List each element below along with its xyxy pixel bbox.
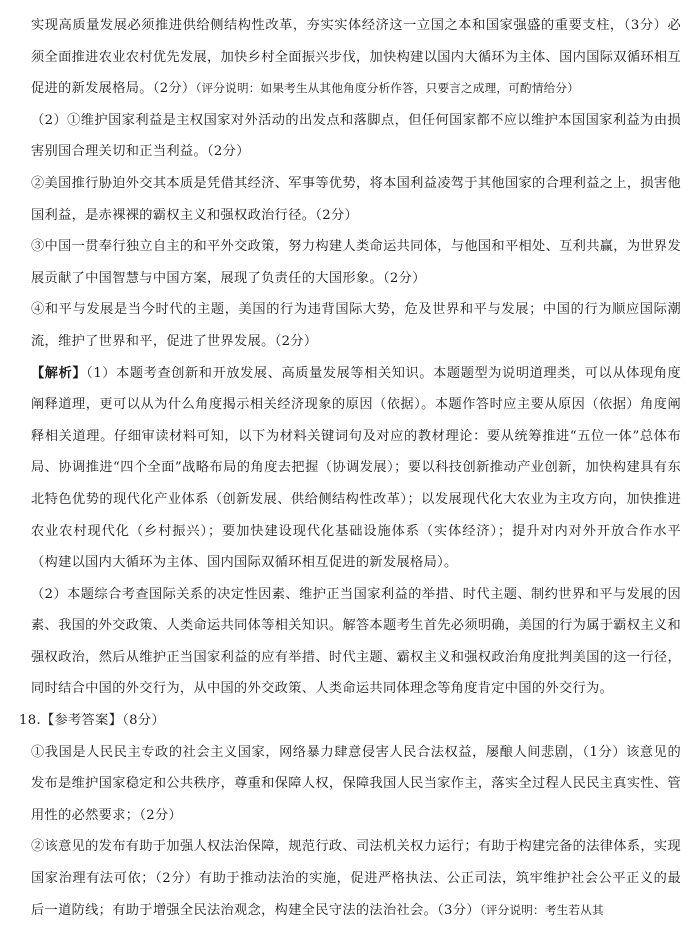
answer-paragraph-1 xyxy=(31,10,681,105)
paragraph-text: （2）①维护国家利益是主权国家对外活动的出发点和落脚点，但任何国家都不应以维护本国国家利益为由损害别国合理关切和正当利益。（2分） xyxy=(31,112,681,160)
paragraph-text: 实现高质量发展必须推进供给侧结构性改革，夯实实体经济这一立国之本和国家强盛的重要支柱，（3分）必须全面推进农业农村优先发展，加快乡村全面振兴步伐，加快构建以国内大循环为主体、国内国际双循环相互促进的新发展格局。（2分） xyxy=(31,18,681,97)
paragraph-text: ④和平与发展是当今时代的主题，美国的行为违背国际大势，危及世界和平与发展；中国的行为顺应国际潮流，维护了世界和平，促进了世界发展。（2分） xyxy=(31,302,681,349)
analysis-paragraph-2 xyxy=(31,579,681,705)
paragraph-text: ①我国是人民民主专政的社会主义国家，网络暴力肆意侵害人民合法权益，屡酿人间悲剧，（1分）该意见的发布是维护国家稳定和公共秩序，尊重和保障人权，保障我国人民当家作主，落实全过程人民民主真实性、管用性的必然要求；（2分） xyxy=(31,744,681,823)
question-label: 18.【参考答案】 xyxy=(19,713,123,729)
answer-paragraph-3 xyxy=(31,168,681,231)
paragraph-text: （2）本题综合考查国际关系的决定性因素、维护正当国家利益的举措、时代主题、制约世界和平与发展的因素、我国的外交政策、人类命运共同体等相关知识。解答本题考生首先必须明确，美国的行为属于霸权主义和强权政治，然后从维护正当国家利益的应有举措、时代主题、霸权主义和强权政治角度批判美国的这一行径，同时结合中国的外交行为，从中国的外交政策、人类命运共同体理念等角度肯定中国的外交行为。 xyxy=(31,586,681,697)
answer-paragraph-4 xyxy=(31,231,681,294)
paragraph-text: ③中国一贯奉行独立自主的和平外交政策，努力构建人类命运共同体，与他国和平相处、互利共赢，为世界发展贡献了中国智慧与中国方案，展现了负责任的大国形象。（2分） xyxy=(31,239,681,286)
score-total: （8分） xyxy=(122,713,166,729)
paragraph-text: ②该意见的发布有助于加强人权法治保障，规范行政、司法机关权力运行；有助于构建完备的法律体系，实现国家治理有法可依；（2分）有助于推动法治的实施，促进严格执法、公正司法，筑牢维护社会公平正义的最后一道防线；有助于增强全民法治观念，构建全民守法的法治社会。（3分） xyxy=(31,839,681,918)
paragraph-text: ②美国推行胁迫外交其本质是凭借其经济、军事等优势，将本国利益凌驾于其他国家的合理利益之上，损害他国利益，是赤裸裸的霸权主义和强权政治行径。（2分） xyxy=(31,175,681,223)
question-18-heading xyxy=(19,705,681,737)
answer-paragraph-5 xyxy=(31,294,681,357)
paragraph-text: （1）本题考查创新和开放发展、高质量发展等相关知识。本题题型为说明道理类，可以从体现角度阐释道理，更可以从为什么角度揭示相关经济现象的原因（依据）。本题作答时应主要从原因（依据）角度阐释相关道理。仔细审读材料可知，以下为材料关键词句及对应的教材理论：要从统筹推进“五位一体”总体布局、协调推进“四个全面”战略布局的角度去把握（协调发展）；要以科技创新推动产业创新，加快构建具有东北特色优势的现代化产业体系（创新发展、供给侧结构性改革）；以发展现代化大农业为主攻方向，加快推进农业农村现代化（乡村振兴）；要加快建设现代化基础设施体系（实体经济）；提升对内对外开放合作水平（构建以国内大循环为主体、国内国际双循环相互促进的新发展格局）。 xyxy=(31,365,681,571)
grading-note: （评分说明：考生若从其 xyxy=(479,902,604,917)
grading-note: （评分说明：如果考生从其他角度分析作答，只要言之成理，可酌情给分） xyxy=(195,81,579,96)
answer-18-paragraph-1 xyxy=(31,737,681,832)
answer-18-paragraph-2 xyxy=(31,831,681,926)
answer-paragraph-2 xyxy=(31,105,681,168)
analysis-paragraph-1 xyxy=(31,358,681,579)
analysis-label: 【解析】 xyxy=(31,365,87,381)
